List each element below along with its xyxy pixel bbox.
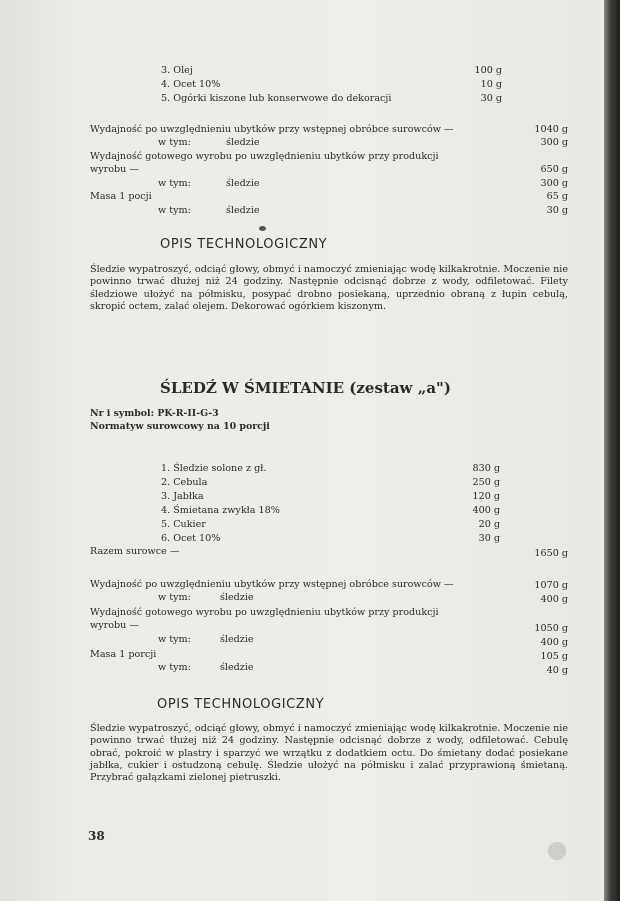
yield-sub-prefix: w tym: — [158, 137, 191, 148]
yield-value: 650 g — [540, 164, 568, 175]
yield-sub-label: śledzie — [220, 662, 254, 673]
ingredient-qty: 250 g — [472, 477, 500, 488]
ingredient-qty: 120 g — [472, 491, 500, 502]
ingredient-qty: 400 g — [472, 505, 500, 516]
ingredient-qty: 100 g — [474, 65, 502, 76]
ingredient-label: 5. Cukier — [161, 519, 206, 530]
yield-value: 105 g — [540, 651, 568, 662]
yield-value: 65 g — [546, 191, 568, 202]
yield-label: Wydajność po uwzględnieniu ubytków przy wstępnej obróbce surowców — — [90, 579, 454, 590]
ingredient-label: 3. Jabłka — [161, 491, 204, 502]
yield-value: 1050 g — [534, 623, 568, 634]
stain — [548, 842, 566, 860]
total-label: Razem surowce — — [90, 546, 180, 557]
total-value: 1650 g — [534, 548, 568, 559]
ingredient-label: 6. Ocet 10% — [161, 533, 221, 544]
ingredient-qty: 10 g — [480, 79, 502, 90]
section-heading: OPIS TECHNOLOGICZNY — [157, 697, 325, 712]
yield-value: 1070 g — [534, 580, 568, 591]
yield-sub-value: 300 g — [540, 178, 568, 189]
page-number: 38 — [88, 829, 105, 843]
yield-value: 1040 g — [534, 124, 568, 135]
yield-label-cont: wyrobu — — [90, 620, 139, 631]
recipe-title: ŚLEDŹ W ŚMIETANIE (zestaw „a") — [160, 379, 451, 397]
ingredient-label: 4. Śmietana zwykła 18% — [161, 505, 280, 516]
yield-sub-label: śledzie — [220, 634, 254, 645]
ingredient-label: 1. Śledzie solone z gł. — [161, 463, 267, 474]
ingredient-label: 2. Cebula — [161, 477, 208, 488]
yield-sub-prefix: w tym: — [158, 634, 191, 645]
yield-sub-value: 400 g — [540, 594, 568, 605]
ingredient-qty: 30 g — [478, 533, 500, 544]
yield-sub-value: 400 g — [540, 637, 568, 648]
yield-label-cont: wyrobu — — [90, 164, 139, 175]
ingredient-label: 3. Olej — [161, 65, 193, 76]
yield-sub-value: 40 g — [546, 665, 568, 676]
yield-label: Wydajność po uwzględnieniu ubytków przy wstępnej obróbce surowców — — [90, 124, 454, 135]
ingredient-label: 4. Ocet 10% — [161, 79, 221, 90]
yield-sub-value: 300 g — [540, 137, 568, 148]
yield-sub-prefix: w tym: — [158, 662, 191, 673]
description-paragraph: Śledzie wypatroszyć, odciąć głowy, obmyć i namoczyć zmieniając wodę kilkakrotnie. Moczenie nie powinno trwać dłużej niż 24 godziny. Następnie odcisnąć dobrze z wody, odfiletować. Filety śledziowe ułożyć na półmisku, posypać drobno posiekaną, uprzednio obraną z łupin cebulą, skropić octem, zalać olejem. Dekorować ogórkiem kiszonym. — [90, 264, 568, 312]
section-heading: OPIS TECHNOLOGICZNY — [160, 237, 328, 252]
yield-label: Masa 1 porcji — [90, 649, 157, 660]
yield-sub-prefix: w tym: — [158, 205, 191, 216]
ingredient-qty: 20 g — [478, 519, 500, 530]
yield-sub-label: śledzie — [220, 592, 254, 603]
yield-sub-label: śledzie — [226, 137, 260, 148]
recipe-symbol: Nr i symbol: PK-R-II-G-3 — [90, 408, 219, 419]
ingredient-qty: 830 g — [472, 463, 500, 474]
yield-sub-label: śledzie — [226, 178, 260, 189]
ingredient-qty: 30 g — [480, 93, 502, 104]
yield-sub-label: śledzie — [226, 205, 260, 216]
description-paragraph: Śledzie wypatroszyć, odciąć głowy, obmyć i namoczyć zmieniając wodę kilkakrotnie. Moczenie nie powinno trwać tłużej niż 24 godziny. Następnie odcisnąć dobrze z wody, odfiletować. Cebulę obrać, pokroić w plastry i sparzyć we wrzątku z dodatkiem octu. Do śmietany dodać posiekane jabłka, cukier i ostudzoną cebulę. Śledzie ułożyć na półmisku i zalać przyprawioną śmietaną. Przybrać gałązkami zielonej pietruszki. — [90, 723, 568, 784]
yield-label: Wydajność gotowego wyrobu po uwzględnieniu ubytków przy produkcji — [90, 607, 439, 618]
yield-sub-prefix: w tym: — [158, 178, 191, 189]
yield-label: Masa 1 pocji — [90, 191, 152, 202]
ink-spot — [259, 226, 266, 231]
yield-label: Wydajność gotowego wyrobu po uwzględnieniu ubytków przy produkcji — [90, 151, 439, 162]
book-spine-shadow — [604, 0, 620, 901]
recipe-norm: Normatyw surowcowy na 10 porcji — [90, 421, 270, 432]
yield-sub-value: 30 g — [546, 205, 568, 216]
ingredient-label: 5. Ogórki kiszone lub konserwowe do dekoracji — [161, 93, 392, 104]
yield-sub-prefix: w tym: — [158, 592, 191, 603]
